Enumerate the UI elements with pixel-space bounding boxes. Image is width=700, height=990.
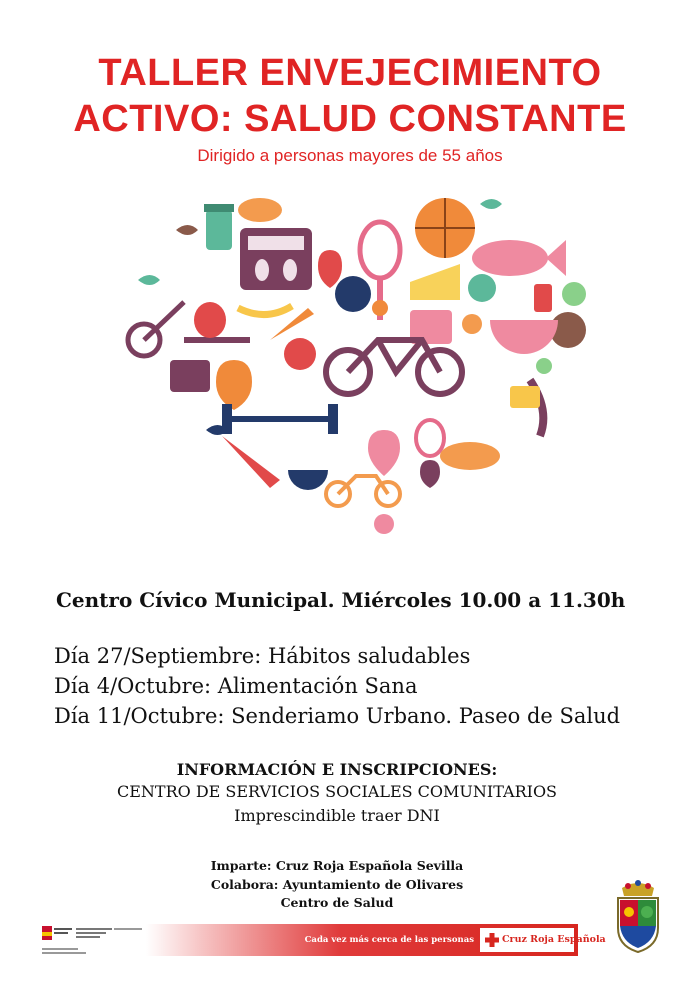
session-item: Día 4/Octubre: Alimentación Sana: [54, 674, 418, 698]
cruz-roja-logo: [480, 928, 606, 952]
red-cross-icon: [484, 932, 500, 948]
slogan: Cada vez más cerca de las personas: [304, 935, 474, 945]
municipal-crest-icon: [612, 880, 664, 954]
credit-line: Centro de Salud: [280, 895, 394, 910]
heart-collage-illustration: [110, 190, 590, 560]
footer-band: [38, 920, 606, 960]
red-banner: [146, 924, 606, 956]
info-line-1: CENTRO DE SERVICIOS SOCIALES COMUNITARIOS: [116, 782, 558, 801]
session-item: Día 27/Septiembre: Hábitos saludables: [54, 644, 471, 668]
info-line-2: Imprescindible traer DNI: [234, 806, 440, 825]
credit-line: Colabora: Ayuntamiento de Olivares: [210, 877, 464, 892]
title-line-1: TALLER ENVEJECIMIENTO: [98, 52, 602, 94]
info-heading: INFORMACIÓN E INSCRIPCIONES:: [176, 760, 498, 779]
government-logo: [38, 920, 146, 960]
credit-line: Imparte: Cruz Roja Española Sevilla: [210, 858, 464, 873]
subtitle: Dirigido a personas mayores de 55 años: [197, 146, 503, 165]
title-line-2: ACTIVO: SALUD CONSTANTE: [73, 98, 627, 140]
session-item: Día 11/Octubre: Senderiamo Urbano. Paseo de Salud: [54, 704, 621, 728]
venue-time: Centro Cívico Municipal. Miércoles 10.00 a 11.30h: [56, 588, 626, 612]
cruz-roja-brand: Cruz Roja Española: [502, 934, 606, 945]
